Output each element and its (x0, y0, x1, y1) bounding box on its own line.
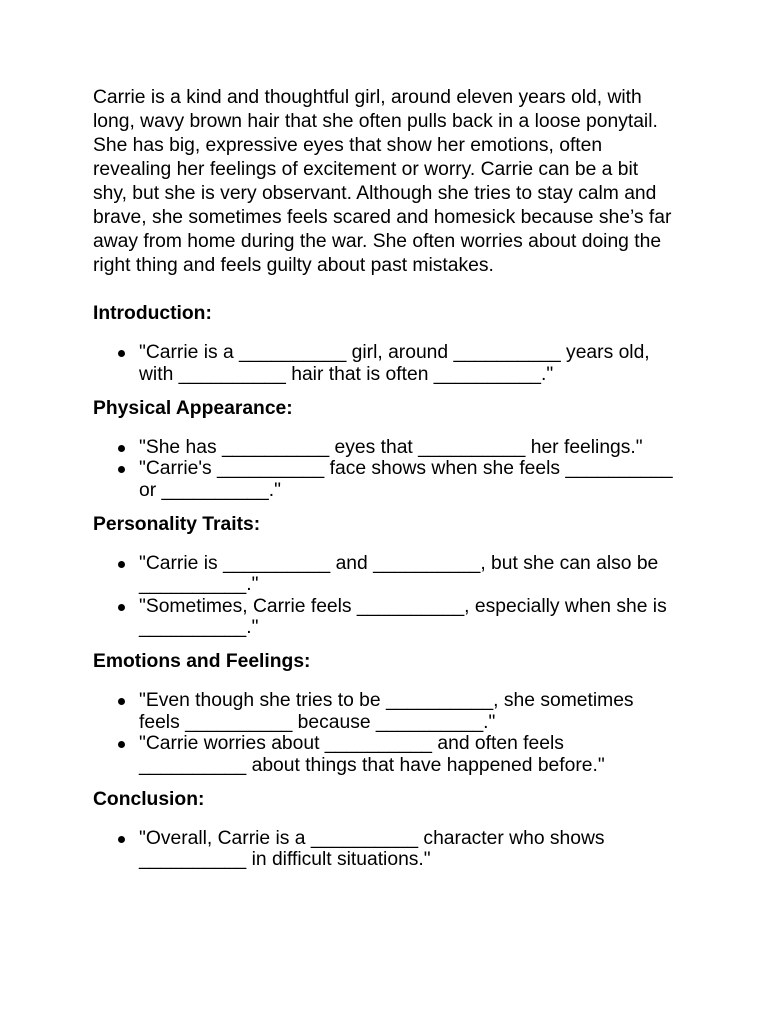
bullet-line: "Overall, Carrie is a __________ character who shows (139, 827, 605, 849)
bullet-line: "Sometimes, Carrie feels __________, especially when she is (139, 595, 667, 617)
paragraph-line: right thing and feels guilty about past mistakes. (93, 255, 494, 276)
paragraph-line: shy, but she is very observant. Although she tries to stay calm and (93, 183, 657, 204)
bullet-line: feels __________ because __________." (139, 711, 496, 733)
bullet-item (93, 553, 693, 596)
bullet-item (93, 828, 693, 871)
section-heading: Emotions and Feelings: (93, 651, 311, 672)
bullet-line: "She has __________ eyes that __________ her feelings." (139, 436, 643, 458)
bullet-dot-icon (118, 466, 125, 473)
bullet-line: "Even though she tries to be __________, she sometimes (139, 690, 634, 712)
bullet-item (93, 733, 693, 776)
bullet-dot-icon (118, 561, 125, 568)
bullet-list (93, 553, 693, 639)
bullet-line: "Carrie worries about __________ and often feels (139, 733, 564, 755)
paragraph-line: brave, she sometimes feels scared and homesick because she’s far (93, 207, 672, 228)
bullet-item (93, 690, 693, 733)
bullet-item (93, 596, 693, 639)
section-introduction (93, 302, 693, 385)
bullet-line: "Carrie's __________ face shows when she feels __________ (139, 458, 673, 480)
bullet-line: or __________." (139, 479, 281, 501)
paragraph-line: She has big, expressive eyes that show her emotions, often (93, 135, 603, 156)
section-personality-traits (93, 513, 693, 639)
bullet-list (93, 342, 693, 385)
intro-paragraph (93, 86, 693, 278)
section-emotions-and-feelings (93, 650, 693, 776)
paragraph-line: long, wavy brown hair that she often pulls back in a loose ponytail. (93, 111, 658, 132)
bullet-line: "Carrie is __________ and __________, but she can also be (139, 552, 659, 574)
bullet-dot-icon (118, 604, 125, 611)
section-conclusion (93, 788, 693, 871)
section-heading: Introduction: (93, 303, 212, 324)
bullet-item (93, 437, 693, 459)
paragraph-line: away from home during the war. She often worries about doing the (93, 231, 662, 252)
bullet-dot-icon (118, 350, 125, 357)
section-heading: Personality Traits: (93, 513, 261, 535)
section-heading: Physical Appearance: (93, 397, 293, 419)
section-heading: Conclusion: (93, 788, 205, 810)
bullet-dot-icon (118, 445, 125, 452)
paragraph-line: revealing her feelings of excitement or worry. Carrie can be a bit (93, 159, 639, 180)
bullet-line: __________ in difficult situations." (139, 849, 431, 871)
paragraph-line: Carrie is a kind and thoughtful girl, around eleven years old, with (93, 87, 642, 108)
bullet-item (93, 458, 693, 501)
bullet-line: "Carrie is a __________ girl, around __________ years old, (139, 342, 650, 364)
bullet-list (93, 690, 693, 776)
bullet-dot-icon (118, 741, 125, 748)
bullet-line: with __________ hair that is often __________." (139, 363, 554, 385)
section-physical-appearance (93, 397, 693, 502)
bullet-item (93, 342, 693, 385)
bullet-line: __________ about things that have happened before." (139, 754, 605, 776)
bullet-line: __________." (139, 617, 259, 639)
document-content (93, 86, 693, 871)
bullet-list (93, 437, 693, 502)
bullet-line: __________." (139, 574, 259, 596)
bullet-list (93, 828, 693, 871)
bullet-dot-icon (118, 836, 125, 843)
bullet-dot-icon (118, 698, 125, 705)
